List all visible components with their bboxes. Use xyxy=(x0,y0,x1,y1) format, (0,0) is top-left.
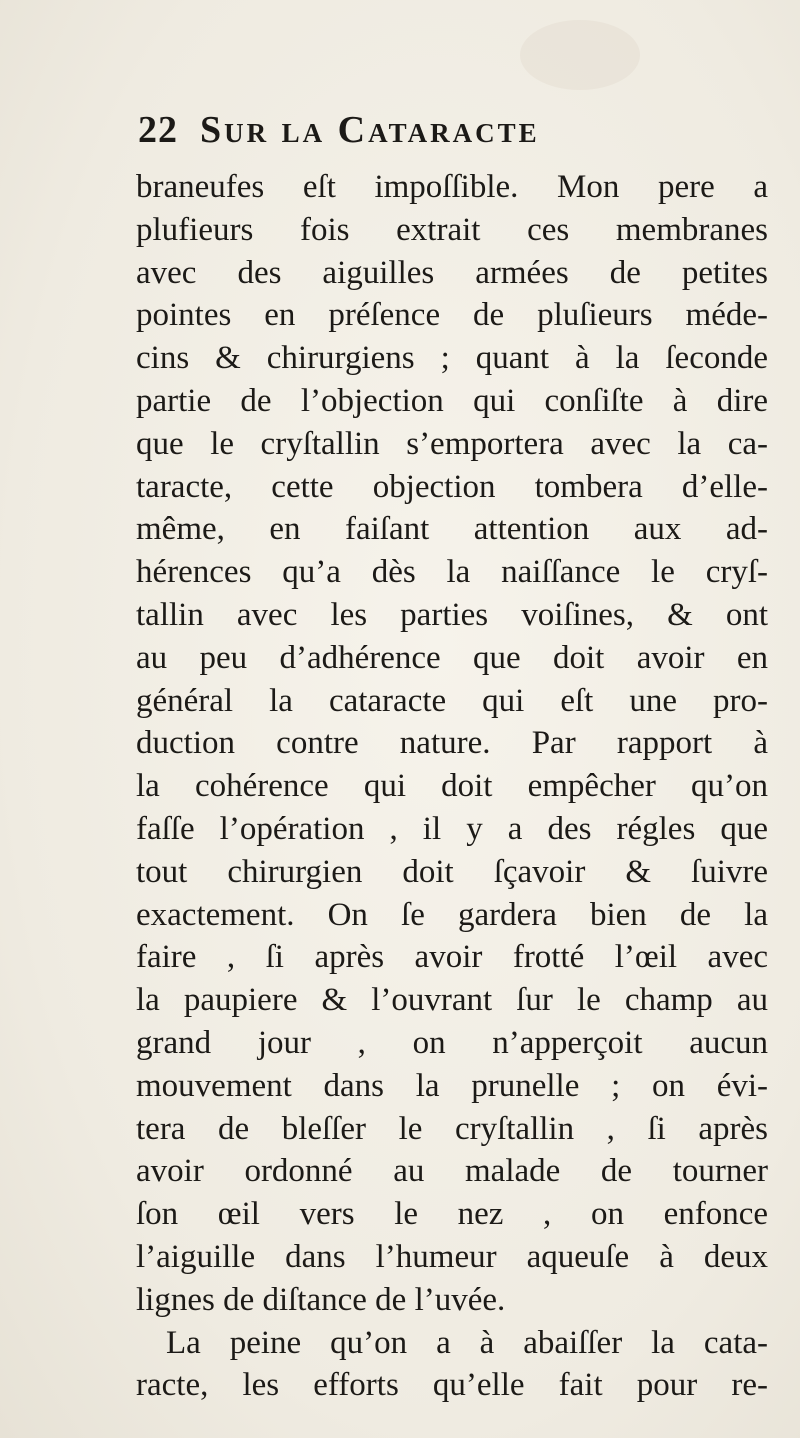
text-line: la cohérence qui doit empêcher qu’on xyxy=(136,768,768,805)
text-line: cins & chirurgiens ; quant à la ſeconde xyxy=(136,340,768,377)
text-line: général la cataracte qui eſt une pro- xyxy=(136,682,768,719)
text-line: braneufes eſt impoſſible. Mon pere a xyxy=(136,169,768,205)
text-line: au peu d’adhérence que doit avoir en xyxy=(136,639,768,676)
text-line: la paupiere & l’ouvrant ſur le champ au xyxy=(136,982,768,1019)
text-line: lignes de diſtance de l’uvée. xyxy=(136,1281,506,1318)
text-line: duction contre nature. Par rapport à xyxy=(136,725,768,762)
body-text xyxy=(136,166,768,1407)
text-line: partie de l’objection qui conſiſte à dire xyxy=(136,382,768,419)
text-line: avec des aiguilles armées de petites xyxy=(136,254,768,291)
text-line: tera de bleſſer le cryſtallin , ſi après xyxy=(136,1110,768,1147)
text-line: faſſe l’opération , il y a des régles que xyxy=(136,810,768,847)
page-number: 22 xyxy=(138,109,178,151)
text-line: grand jour , on n’apperçoit aucun xyxy=(136,1024,768,1061)
text-line: pointes en préſence de pluſieurs méde- xyxy=(136,297,768,334)
text-line: avoir ordonné au malade de tourner xyxy=(136,1153,768,1190)
text-line: tallin avec les parties voiſines, & ont xyxy=(136,596,768,633)
text-line: que le cryſtallin s’emportera avec la ca- xyxy=(136,425,768,462)
text-line: tout chirurgien doit ſçavoir & ſuivre xyxy=(136,853,768,890)
page-header xyxy=(138,108,758,156)
text-line: ſon œil vers le nez , on enfonce xyxy=(136,1196,768,1233)
text-line: exactement. On ſe gardera bien de la xyxy=(136,896,768,933)
text-line: faire , ſi après avoir frotté l’œil avec xyxy=(136,939,768,976)
text-line: même, en faiſant attention aux ad- xyxy=(136,511,768,548)
running-title: Sur la Cataracte xyxy=(200,109,540,151)
text-line: racte, les efforts qu’elle fait pour re- xyxy=(136,1367,768,1404)
text-line: La peine qu’on a à abaiſſer la cata- xyxy=(166,1324,768,1361)
paper-stain xyxy=(520,20,640,90)
text-line: mouvement dans la prunelle ; on évi- xyxy=(136,1067,768,1104)
text-line: hérences qu’a dès la naiſſance le cryſ- xyxy=(136,554,768,591)
text-line: l’aiguille dans l’humeur aqueuſe à deux xyxy=(136,1238,768,1275)
text-line: plufieurs fois extrait ces membranes xyxy=(136,211,768,248)
text-line: taracte, cette objection tombera d’elle- xyxy=(136,468,768,505)
